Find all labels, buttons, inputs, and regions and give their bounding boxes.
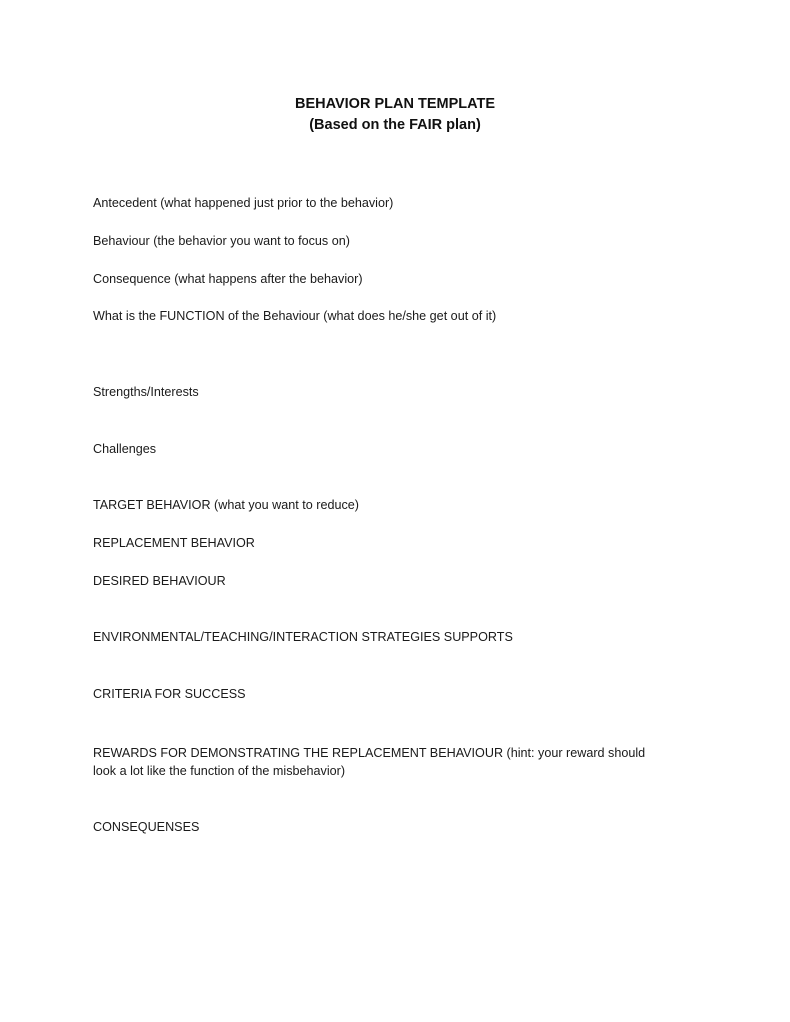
field-strengths-interests: Strengths/Interests [93, 385, 199, 399]
field-target-behavior: TARGET BEHAVIOR (what you want to reduce) [93, 498, 359, 512]
document-subtitle: (Based on the FAIR plan) [309, 117, 481, 133]
field-strategies-supports: ENVIRONMENTAL/TEACHING/INTERACTION STRATEGIES SUPPORTS [93, 630, 513, 644]
field-function: What is the FUNCTION of the Behaviour (what does he/she get out of it) [93, 309, 497, 323]
field-rewards: REWARDS FOR DEMONSTRATING THE REPLACEMENT BEHAVIOUR (hint: your reward should [93, 746, 646, 760]
field-consequenses: CONSEQUENSES [93, 820, 200, 834]
field-antecedent: Antecedent (what happened just prior to the behavior) [93, 196, 394, 210]
field-challenges: Challenges [93, 442, 157, 456]
field-criteria-for-success: CRITERIA FOR SUCCESS [93, 687, 246, 701]
document-title: BEHAVIOR PLAN TEMPLATE [294, 96, 496, 112]
field-replacement-behavior: REPLACEMENT BEHAVIOR [93, 536, 255, 550]
field-rewards-continuation: look a lot like the function of the misbehavior) [93, 764, 346, 778]
document-title-block [0, 94, 790, 136]
field-consequence: Consequence (what happens after the behavior) [93, 272, 363, 286]
field-desired-behaviour: DESIRED BEHAVIOUR [93, 574, 226, 588]
field-behaviour: Behaviour (the behavior you want to focus on) [93, 234, 350, 248]
